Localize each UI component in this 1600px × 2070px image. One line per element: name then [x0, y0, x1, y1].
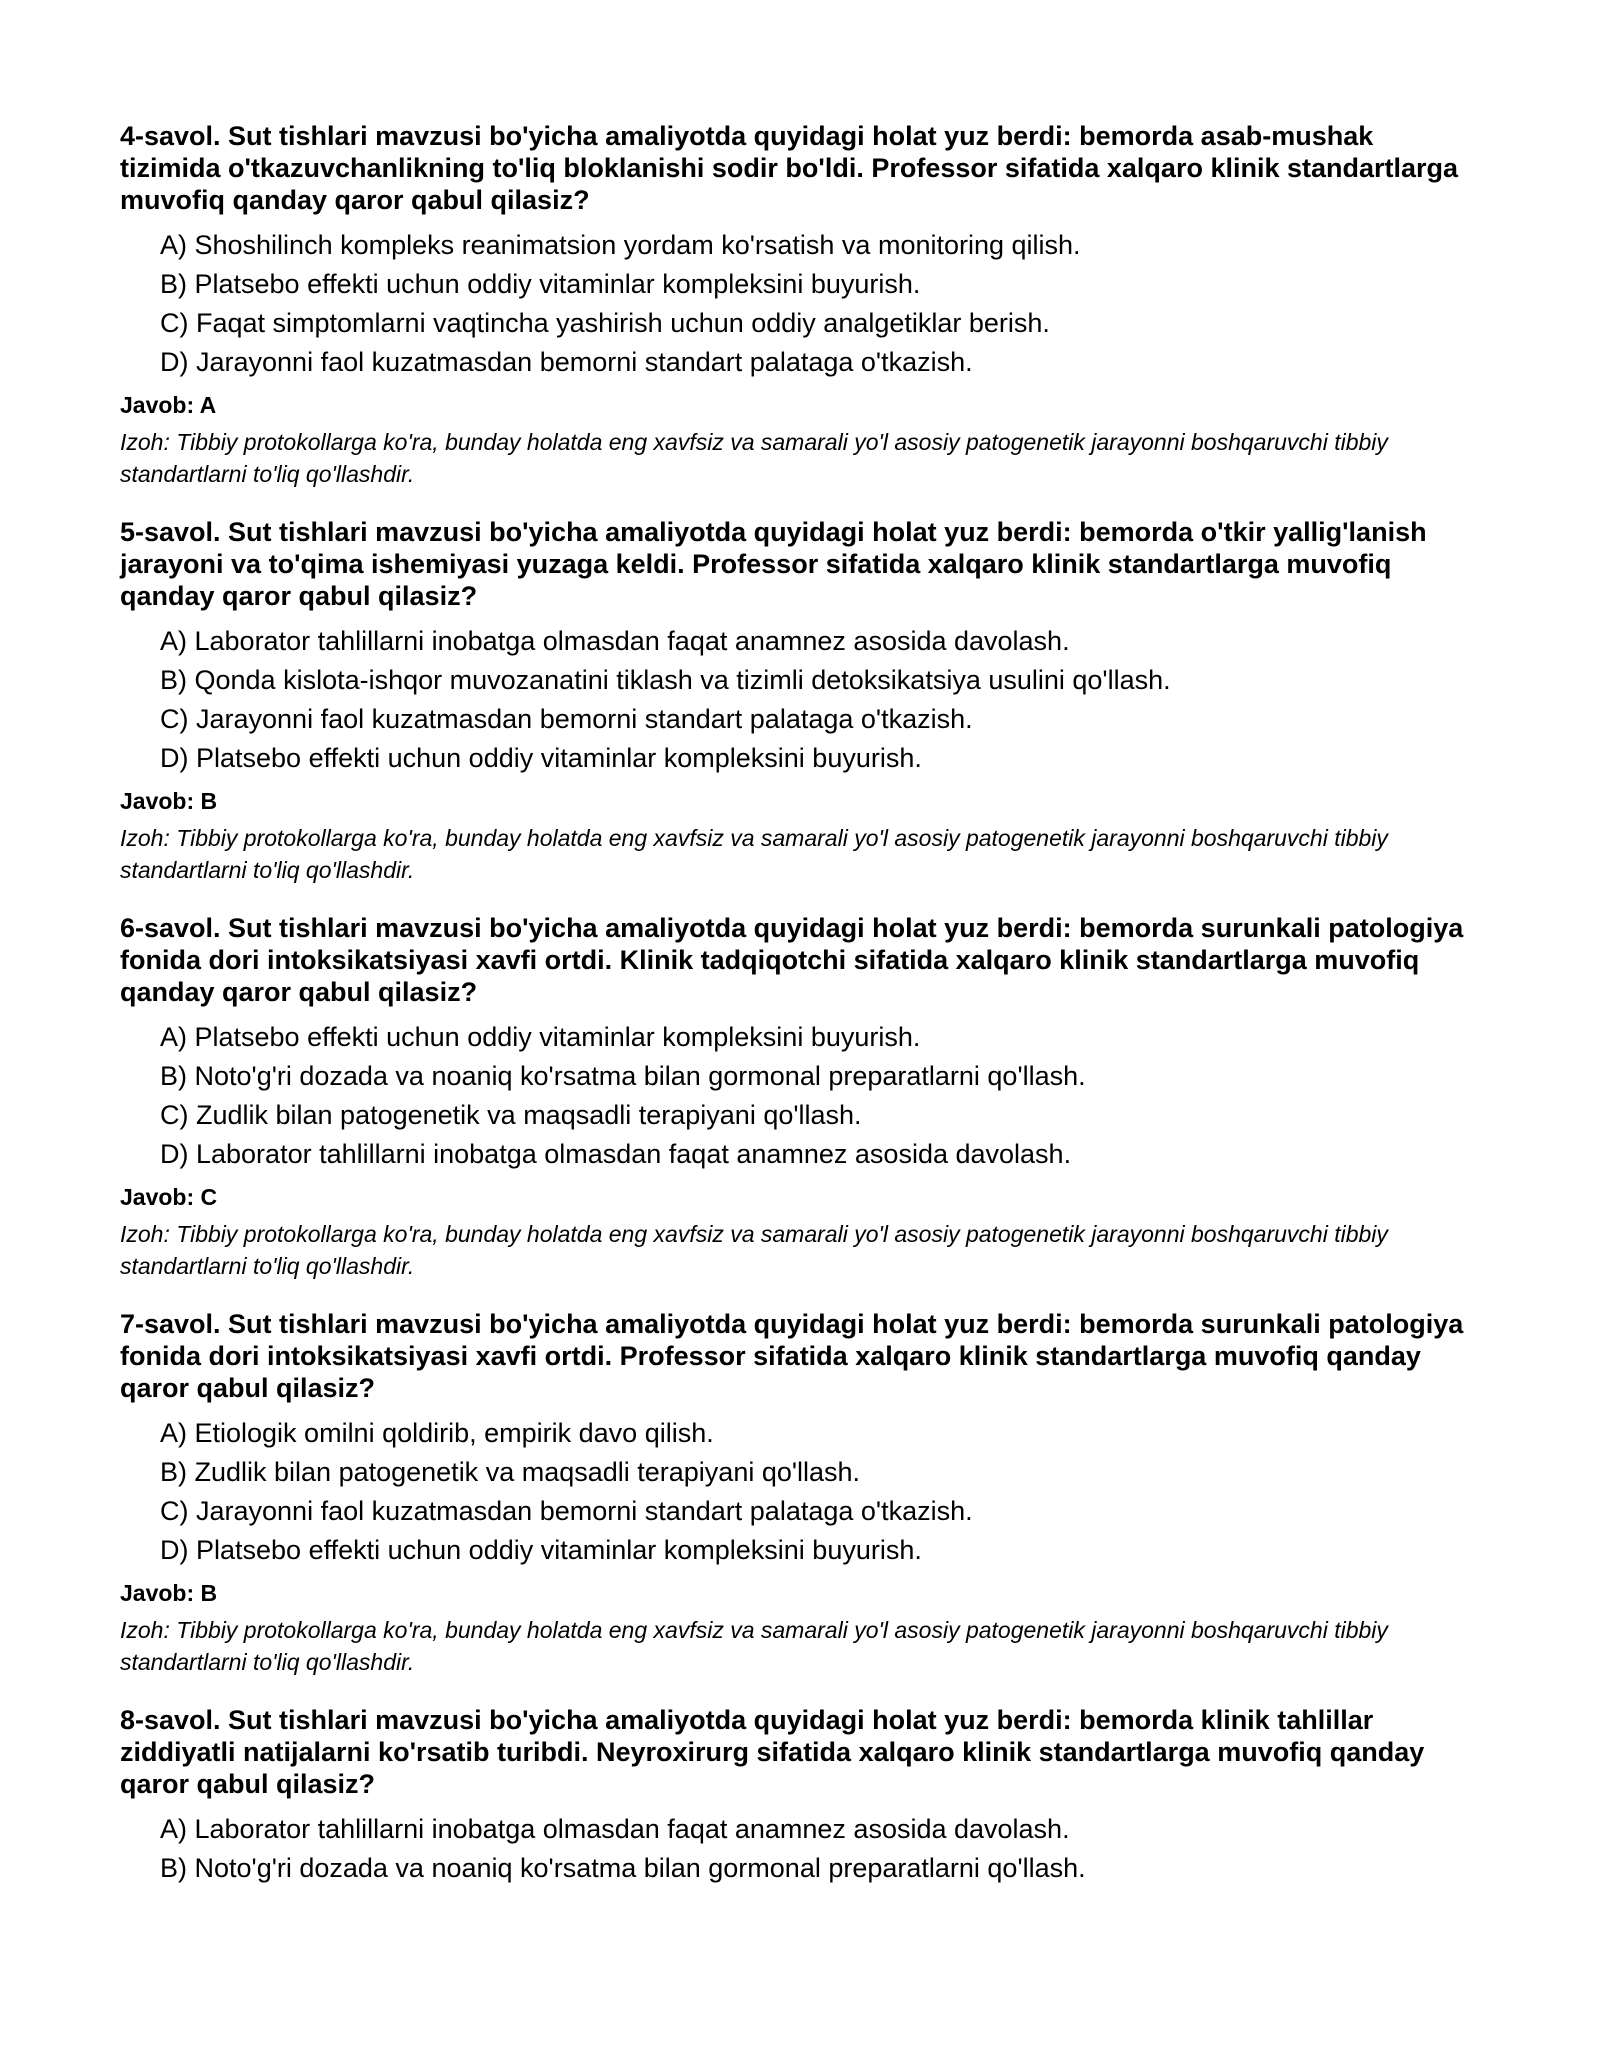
- option-a: A) Etiologik omilni qoldirib, empirik davo qilish.: [160, 1418, 714, 1448]
- option-a: A) Laborator tahlillarni inobatga olmasdan faqat anamnez asosida davolash.: [160, 1814, 1070, 1844]
- option-d: D) Laborator tahlillarni inobatga olmasdan faqat anamnez asosida davolash.: [160, 1139, 1072, 1169]
- question-block: [120, 1704, 1480, 1888]
- option-b: B) Platsebo effekti uchun oddiy vitaminlar kompleksini buyurish.: [160, 269, 921, 299]
- explanation-note: Izoh: Tibbiy protokollarga ko'ra, bunday holatda eng xavfsiz va samarali yo'l asosiy patogenetik jarayonni boshqaruvchi tibbiy standartlarni to'liq qo'llashdir.: [120, 429, 1388, 487]
- option-c: C) Zudlik bilan patogenetik va maqsadli terapiyani qo'llash.: [160, 1100, 862, 1130]
- option-d: D) Jarayonni faol kuzatmasdan bemorni standart palataga o'tkazish.: [160, 347, 973, 377]
- option-a: A) Laborator tahlillarni inobatga olmasdan faqat anamnez asosida davolash.: [160, 626, 1070, 656]
- question-text: 5-savol. Sut tishlari mavzusi bo'yicha amaliyotda quyidagi holat yuz berdi: bemorda o'tkir yallig'lanish jarayoni va to'qima ishemiyasi yuzaga keldi. Professor sifatida xalqaro klinik standartlarga muvofiq qanday qaror qabul qilasiz?: [120, 517, 1427, 611]
- option-d: D) Platsebo effekti uchun oddiy vitaminlar kompleksini buyurish.: [160, 743, 922, 773]
- option-b: B) Noto'g'ri dozada va noaniq ko'rsatma bilan gormonal preparatlarni qo'llash.: [160, 1061, 1086, 1091]
- option-d: D) Platsebo effekti uchun oddiy vitaminlar kompleksini buyurish.: [160, 1535, 922, 1565]
- option-a: A) Shoshilinch kompleks reanimatsion yordam ko'rsatish va monitoring qilish.: [160, 230, 1081, 260]
- explanation-note: Izoh: Tibbiy protokollarga ko'ra, bunday holatda eng xavfsiz va samarali yo'l asosiy patogenetik jarayonni boshqaruvchi tibbiy standartlarni to'liq qo'llashdir.: [120, 1221, 1388, 1279]
- option-b: B) Noto'g'ri dozada va noaniq ko'rsatma bilan gormonal preparatlarni qo'llash.: [160, 1853, 1086, 1883]
- options-list: [160, 226, 1480, 382]
- question-block: [120, 516, 1480, 886]
- question-block: [120, 912, 1480, 1282]
- answer-label: Javob: A: [120, 392, 217, 418]
- question-text: 8-savol. Sut tishlari mavzusi bo'yicha amaliyotda quyidagi holat yuz berdi: bemorda klinik tahlillar ziddiyatli natijalarni ko'rsatib turibdi. Neyroxirurg sifatida xalqaro klinik standartlarga muvofiq qanday qaror qabul qilasiz?: [120, 1705, 1425, 1799]
- options-list: [160, 1018, 1480, 1174]
- option-c: C) Jarayonni faol kuzatmasdan bemorni standart palataga o'tkazish.: [160, 704, 973, 734]
- answer-label: Javob: C: [120, 1184, 218, 1210]
- question-block: [120, 1308, 1480, 1678]
- options-list: [160, 1414, 1480, 1570]
- answer-label: Javob: B: [120, 788, 218, 814]
- question-block: [120, 120, 1480, 490]
- answer-label: Javob: B: [120, 1580, 218, 1606]
- explanation-note: Izoh: Tibbiy protokollarga ko'ra, bunday holatda eng xavfsiz va samarali yo'l asosiy patogenetik jarayonni boshqaruvchi tibbiy standartlarni to'liq qo'llashdir.: [120, 1617, 1388, 1675]
- explanation-note: Izoh: Tibbiy protokollarga ko'ra, bunday holatda eng xavfsiz va samarali yo'l asosiy patogenetik jarayonni boshqaruvchi tibbiy standartlarni to'liq qo'llashdir.: [120, 825, 1388, 883]
- option-c: C) Faqat simptomlarni vaqtincha yashirish uchun oddiy analgetiklar berish.: [160, 308, 1050, 338]
- options-list: [160, 622, 1480, 778]
- option-a: A) Platsebo effekti uchun oddiy vitaminlar kompleksini buyurish.: [160, 1022, 921, 1052]
- document-page: [120, 120, 1480, 1914]
- option-b: B) Qonda kislota-ishqor muvozanatini tiklash va tizimli detoksikatsiya usulini qo'llash.: [160, 665, 1171, 695]
- option-c: C) Jarayonni faol kuzatmasdan bemorni standart palataga o'tkazish.: [160, 1496, 973, 1526]
- option-b: B) Zudlik bilan patogenetik va maqsadli terapiyani qo'llash.: [160, 1457, 861, 1487]
- question-text: 4-savol. Sut tishlari mavzusi bo'yicha amaliyotda quyidagi holat yuz berdi: bemorda asab-mushak tizimida o'tkazuvchanlikning to'liq bloklanishi sodir bo'ldi. Professor sifatida xalqaro klinik standartlarga muvofiq qanday qaror qabul qilasiz?: [120, 121, 1459, 215]
- options-list: [160, 1810, 1480, 1888]
- question-text: 6-savol. Sut tishlari mavzusi bo'yicha amaliyotda quyidagi holat yuz berdi: bemorda surunkali patologiya fonida dori intoksikatsiyasi xavfi ortdi. Klinik tadqiqotchi sifatida xalqaro klinik standartlarga muvofiq qanday qaror qabul qilasiz?: [120, 913, 1464, 1007]
- question-text: 7-savol. Sut tishlari mavzusi bo'yicha amaliyotda quyidagi holat yuz berdi: bemorda surunkali patologiya fonida dori intoksikatsiyasi xavfi ortdi. Professor sifatida xalqaro klinik standartlarga muvofiq qanday qaror qabul qilasiz?: [120, 1309, 1464, 1403]
